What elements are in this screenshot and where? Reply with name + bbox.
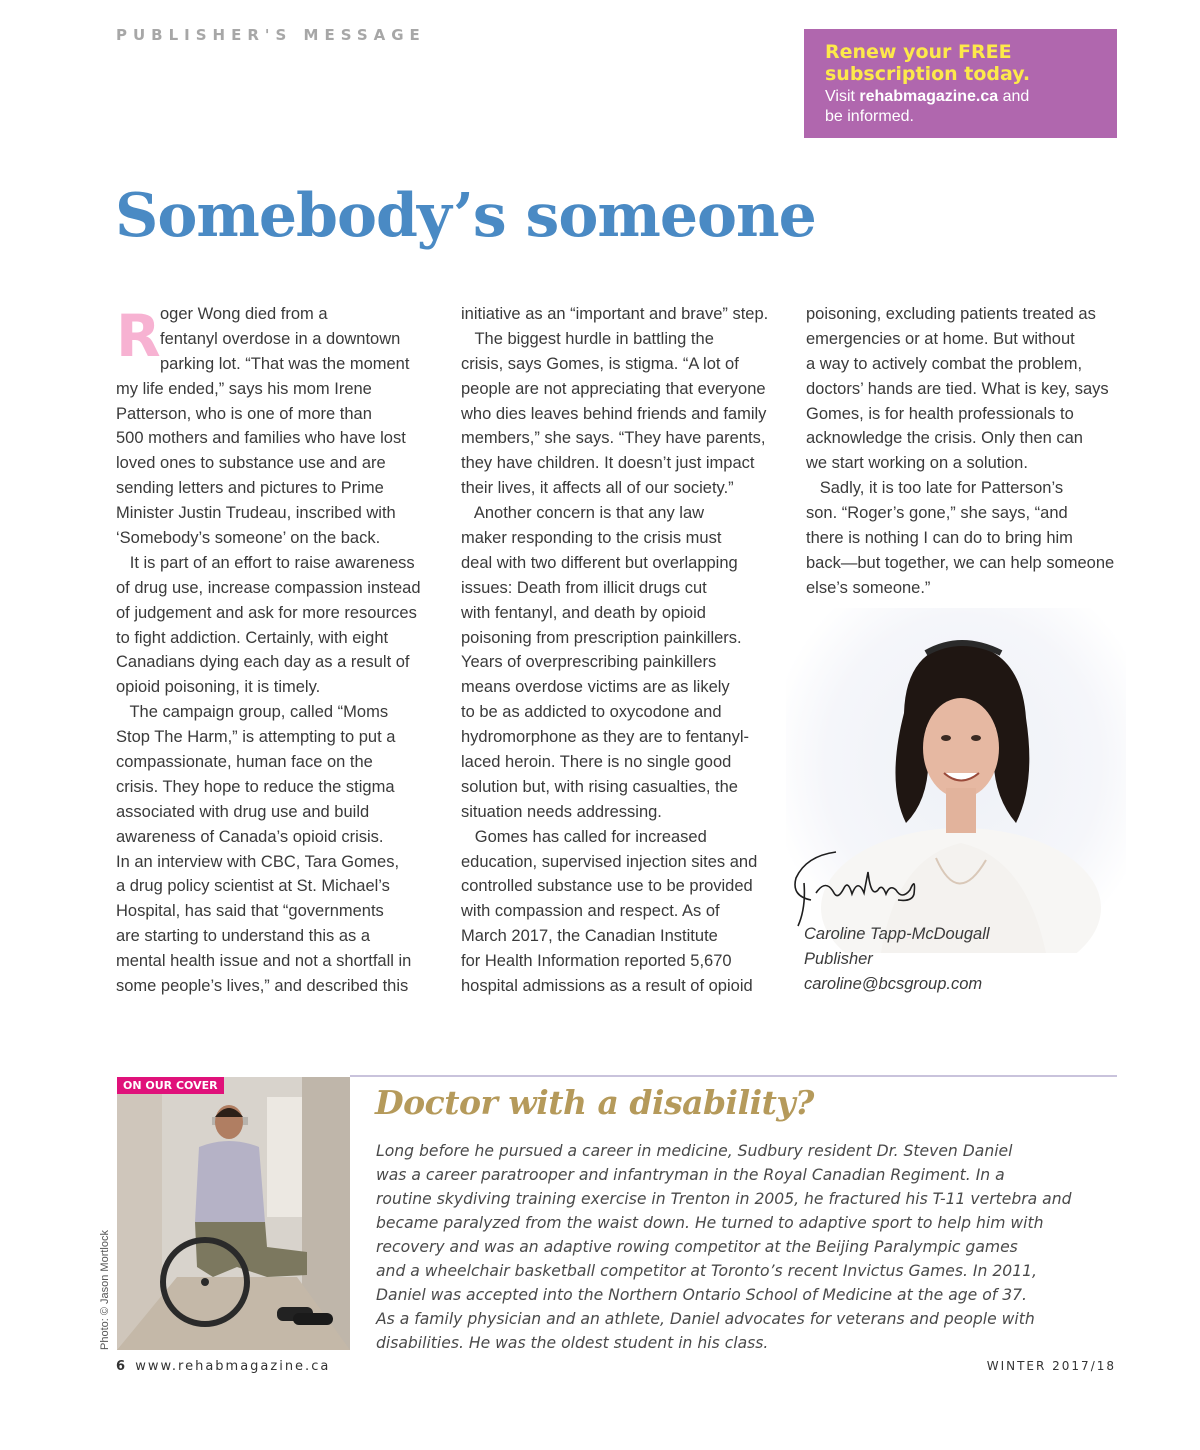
cover-story-line: Long before he pursued a career in medicine, Sudbury resident Dr. Steven Daniel (376, 1142, 1013, 1160)
article-line: Minister Justin Trudeau, inscribed with (116, 504, 396, 523)
article-line: to fight addiction. Certainly, with eight (116, 628, 389, 647)
article-line: some people’s lives,” and described this (116, 977, 409, 996)
article-line: hydromorphone as they are to fentanyl- (461, 728, 750, 747)
article-line: issues: Death from illicit drugs cut (461, 578, 707, 597)
cover-story-line: routine skydiving training exercise in Trenton in 2005, he fractured his T-11 vertebra and (376, 1190, 1072, 1208)
article-line: emergencies or at home. But without (806, 329, 1075, 348)
article-line: Stop The Harm,” is attempting to put a (116, 728, 396, 747)
article-line: deal with two different but overlapping (461, 553, 738, 572)
article-title: Somebody’s someone (115, 181, 816, 251)
article-line: associated with drug use and build (116, 802, 370, 821)
article-line: oger Wong died from a (160, 305, 328, 323)
cover-story-line: became paralyzed from the waist down. He turned to adaptive sport to help him with (376, 1214, 1044, 1232)
article-line: Sadly, it is too late for Patterson’s (806, 479, 1064, 498)
article-column-3 (806, 302, 1116, 601)
article-line: The campaign group, called “Moms (116, 703, 389, 722)
article-line: education, supervised injection sites and (461, 852, 758, 871)
on-our-cover-badge: ON OUR COVER (117, 1077, 224, 1094)
article-line: doctors’ hands are tied. What is key, says (806, 379, 1109, 398)
article-line: poisoning, excluding patients treated as (806, 305, 1096, 323)
publisher-email[interactable]: caroline@bcsgroup.com (804, 975, 983, 993)
article-line: parking lot. “That was the moment (160, 354, 410, 373)
article-line: situation needs addressing. (461, 802, 662, 821)
article-line: else’s someone.” (806, 578, 931, 597)
section-label: PUBLISHER'S MESSAGE (116, 26, 426, 44)
article-line: poisoning from prescription painkillers. (461, 628, 742, 647)
article-line: members,” she says. “They have parents, (461, 429, 766, 448)
article-line: solution but, with rising casualties, the (461, 777, 738, 796)
drop-cap: R (116, 302, 161, 370)
promo-headline: Renew your FREE subscription today. (825, 41, 1031, 85)
article-line: people are not appreciating that everyone (461, 379, 766, 398)
article-line: my life ended,” says his mom Irene (116, 379, 372, 398)
subscription-promo[interactable] (804, 29, 1117, 138)
footer-left (116, 1359, 330, 1374)
article-line: Years of overprescribing painkillers (461, 653, 717, 672)
article-line: to be as addicted to oxycodone and (461, 703, 722, 722)
article-line: laced heroin. There is no single good (461, 753, 732, 772)
cover-story-line: Daniel was accepted into the Northern Ontario School of Medicine at the age of 37. (376, 1286, 1028, 1304)
article-line: acknowledge the crisis. Only then can (806, 429, 1083, 448)
article-line: initiative as an “important and brave” step. (461, 305, 769, 323)
article-line: of judgement and ask for more resources (116, 603, 417, 622)
footer-website[interactable]: www.rehabmagazine.ca (135, 1359, 331, 1374)
article-line: In an interview with CBC, Tara Gomes, (116, 852, 400, 871)
article-line: Gomes has called for increased (461, 827, 707, 846)
article-line: are starting to understand this as a (116, 927, 371, 946)
photo-credit: Photo: © Jason Mortlock (99, 1230, 111, 1350)
article-line: there is nothing I can do to bring him (806, 529, 1073, 548)
article-line: who dies leaves behind friends and family (461, 404, 767, 423)
article-line: loved ones to substance use and are (116, 454, 386, 473)
article-line: crisis, says Gomes, is stigma. “A lot of (461, 354, 739, 373)
article-line: compassionate, human face on the (116, 753, 373, 772)
article-line: hospital admissions as a result of opioid (461, 977, 753, 996)
publisher-name: Caroline Tapp-McDougall (804, 925, 990, 943)
article-line: Gomes, is for health professionals to (806, 404, 1074, 423)
article-line: son. “Roger’s gone,” she says, “and (806, 504, 1068, 523)
article-line: mental health issue and not a shortfall in (116, 952, 412, 971)
article-line: March 2017, the Canadian Institute (461, 927, 718, 946)
article-line: with compassion and respect. As of (461, 902, 720, 921)
article-line: a way to actively combat the problem, (806, 354, 1083, 373)
article-line: a drug policy scientist at St. Michael’s (116, 877, 390, 896)
cover-story-line: and a wheelchair basketball competitor at Toronto’s recent Invictus Games. In 2011, (376, 1262, 1037, 1280)
article-line: we start working on a solution. (806, 454, 1028, 473)
article-line: they have children. It doesn’t just impact (461, 454, 755, 473)
publisher-role: Publisher (804, 950, 873, 968)
article-line: crisis. They hope to reduce the stigma (116, 777, 395, 796)
article-line: Hospital, has said that “governments (116, 902, 384, 921)
article-column-2 (461, 302, 781, 999)
footer-issue: WINTER 2017/18 (986, 1359, 1116, 1373)
article-line: for Health Information reported 5,670 (461, 952, 732, 971)
article-column-1 (116, 302, 436, 999)
promo-website-link[interactable]: rehabmagazine.ca (859, 88, 999, 105)
article-line: fentanyl overdose in a downtown (160, 329, 401, 348)
page-number: 6 (116, 1359, 126, 1374)
article-line: Another concern is that any law (461, 504, 705, 523)
article-line: Patterson, who is one of more than (116, 404, 372, 423)
article-line: maker responding to the crisis must (461, 529, 722, 548)
article-line: The biggest hurdle in battling the (461, 329, 714, 348)
article-line: 500 mothers and families who have lost (116, 429, 406, 448)
cover-photo (117, 1077, 350, 1350)
article-line: It is part of an effort to raise awareness (116, 553, 415, 572)
cover-story-text (376, 1139, 1116, 1355)
article-line: of drug use, increase compassion instead (116, 578, 421, 597)
publisher-signature (786, 838, 936, 930)
cover-story-line: was a career paratrooper and infantryman in the Royal Canadian Regiment. In a (376, 1166, 1005, 1184)
cover-story-line: disabilities. He was the oldest student in his class. (376, 1334, 769, 1352)
cover-story-line: recovery and was an adaptive rowing competitor at the Beijing Paralympic games (376, 1238, 1018, 1256)
article-line: ‘Somebody’s someone’ on the back. (116, 529, 381, 548)
article-line: controlled substance use to be provided (461, 877, 753, 896)
article-line: back—but together, we can help someone (806, 553, 1115, 572)
promo-body: Visit rehabmagazine.ca and be informed. (825, 88, 1030, 125)
article-line: opioid poisoning, it is timely. (116, 678, 321, 697)
cover-story-line: As a family physician and an athlete, Daniel advocates for veterans and people with (376, 1310, 1035, 1328)
article-line: means overdose victims are as likely (461, 678, 730, 697)
article-line: sending letters and pictures to Prime (116, 479, 384, 498)
publisher-caption (804, 922, 990, 997)
article-line: awareness of Canada’s opioid crisis. (116, 827, 384, 846)
article-line: their lives, it affects all of our society.” (461, 479, 734, 498)
section-divider (350, 1075, 1117, 1077)
article-line: with fentanyl, and death by opioid (461, 603, 706, 622)
article-line: Canadians dying each day as a result of (116, 653, 410, 672)
cover-headline: Doctor with a disability? (375, 1083, 814, 1122)
